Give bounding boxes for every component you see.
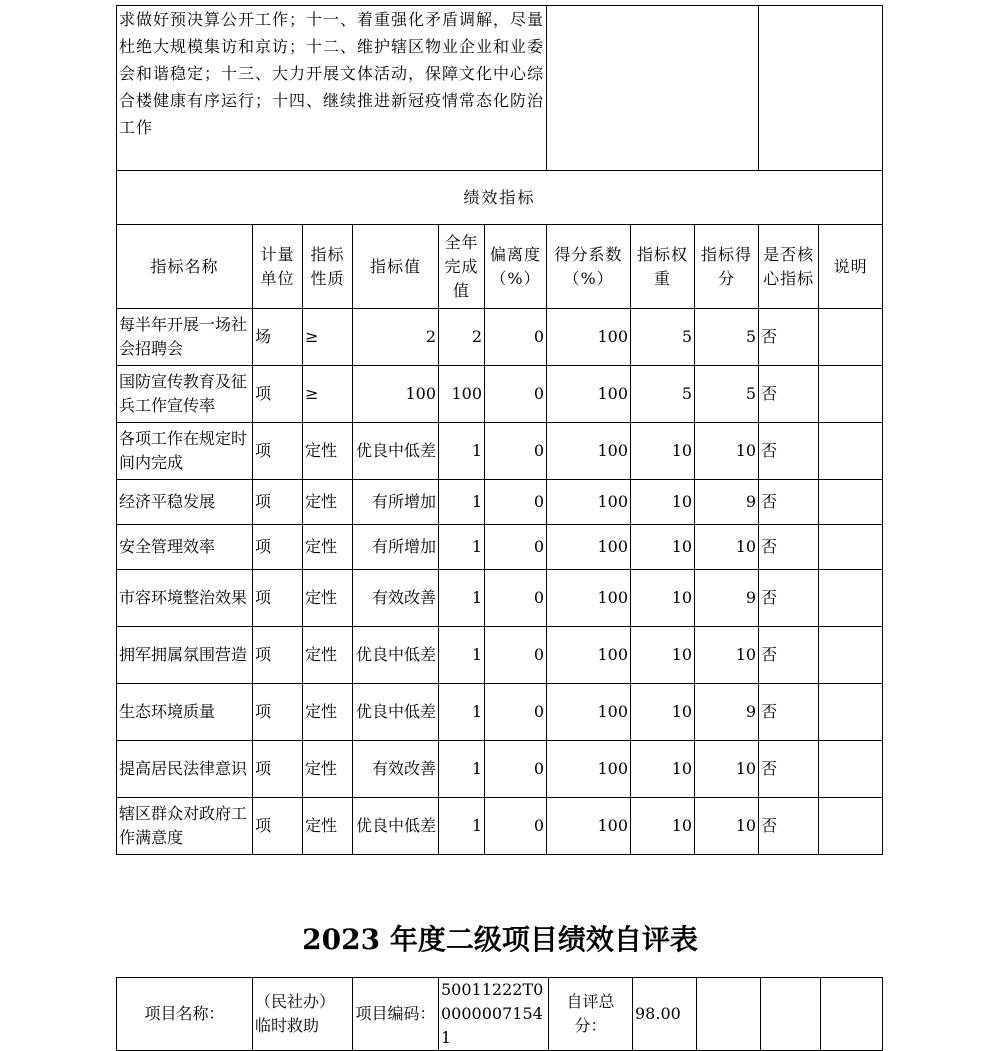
table-row [117, 627, 883, 684]
project-name-label: 项目名称： [117, 978, 253, 1051]
cell-score: 5 [695, 366, 759, 423]
cell-core: 否 [759, 741, 819, 798]
cell-note [819, 366, 883, 423]
cell-coef: 100 [547, 570, 631, 627]
cell-nature: ≥ [303, 309, 353, 366]
cell-coef: 100 [547, 525, 631, 570]
table-row [117, 798, 883, 855]
cell-unit: 项 [253, 627, 303, 684]
intro-row [117, 6, 883, 171]
cell-unit: 项 [253, 525, 303, 570]
cell-coef: 100 [547, 684, 631, 741]
cell-complete: 2 [439, 309, 485, 366]
cell-deviation: 0 [485, 525, 547, 570]
cell-deviation: 0 [485, 570, 547, 627]
cell-core: 否 [759, 627, 819, 684]
cell-complete: 1 [439, 423, 485, 480]
cell-note [819, 741, 883, 798]
cell-score: 10 [695, 798, 759, 855]
cell-score: 10 [695, 627, 759, 684]
cell-note [819, 570, 883, 627]
project-code: 50011222T000000071541 [439, 978, 549, 1051]
table-row [117, 741, 883, 798]
section-title: 绩效指标 [117, 171, 883, 225]
project-code-label: 项目编码： [353, 978, 439, 1051]
cell-value: 有效改善 [353, 741, 439, 798]
table-row [117, 525, 883, 570]
cell-value: 有所增加 [353, 525, 439, 570]
cell-name: 辖区群众对政府工作满意度 [117, 798, 253, 855]
cell-core: 否 [759, 570, 819, 627]
cell-deviation: 0 [485, 627, 547, 684]
cell-score: 10 [695, 423, 759, 480]
table-row [117, 423, 883, 480]
cell-coef: 100 [547, 423, 631, 480]
intro-blank-cell [547, 6, 759, 171]
cell-coef: 100 [547, 627, 631, 684]
header-row [117, 225, 883, 309]
table-row [117, 570, 883, 627]
header-deviation: 偏离度（%） [485, 225, 547, 309]
table-row [117, 684, 883, 741]
cell-coef: 100 [547, 309, 631, 366]
cell-name: 每半年开展一场社会招聘会 [117, 309, 253, 366]
cell-name: 市容环境整治效果 [117, 570, 253, 627]
header-note: 说明 [819, 225, 883, 309]
cell-name: 拥军拥属氛围营造 [117, 627, 253, 684]
cell-deviation: 0 [485, 480, 547, 525]
cell-complete: 1 [439, 684, 485, 741]
cell-weight: 10 [631, 798, 695, 855]
cell-coef: 100 [547, 480, 631, 525]
indicator-rows [117, 309, 883, 855]
cell-weight: 10 [631, 480, 695, 525]
header-core: 是否核心指标 [759, 225, 819, 309]
cell-weight: 10 [631, 570, 695, 627]
cell-score: 10 [695, 741, 759, 798]
table-row [117, 366, 883, 423]
cell-nature: 定性 [303, 423, 353, 480]
cell-complete: 1 [439, 627, 485, 684]
cell-weight: 10 [631, 423, 695, 480]
cell-unit: 项 [253, 366, 303, 423]
cell-core: 否 [759, 480, 819, 525]
cell-nature: 定性 [303, 684, 353, 741]
cell-score: 5 [695, 309, 759, 366]
cell-complete: 1 [439, 570, 485, 627]
cell-nature: 定性 [303, 627, 353, 684]
cell-nature: ≥ [303, 366, 353, 423]
cell-deviation: 0 [485, 423, 547, 480]
header-complete: 全年完成值 [439, 225, 485, 309]
cell-value: 有效改善 [353, 570, 439, 627]
table-row [117, 309, 883, 366]
cell-unit: 项 [253, 480, 303, 525]
cell-core: 否 [759, 798, 819, 855]
cell-score: 9 [695, 480, 759, 525]
cell-deviation: 0 [485, 741, 547, 798]
cell-value: 优良中低差 [353, 684, 439, 741]
cell-deviation: 0 [485, 309, 547, 366]
cell-score: 10 [695, 525, 759, 570]
cell-value: 优良中低差 [353, 627, 439, 684]
header-name: 指标名称 [117, 225, 253, 309]
cell-weight: 5 [631, 366, 695, 423]
cell-weight: 5 [631, 309, 695, 366]
cell-note [819, 798, 883, 855]
cell-name: 国防宣传教育及征兵工作宣传率 [117, 366, 253, 423]
header-value: 指标值 [353, 225, 439, 309]
cell-value: 有所增加 [353, 480, 439, 525]
cell-nature: 定性 [303, 741, 353, 798]
page-title: 2023 年度二级项目绩效自评表 [302, 923, 698, 956]
cell-nature: 定性 [303, 570, 353, 627]
cell-core: 否 [759, 309, 819, 366]
cell-complete: 100 [439, 366, 485, 423]
cell-coef: 100 [547, 366, 631, 423]
performance-table [116, 5, 883, 855]
cell-name: 生态环境质量 [117, 684, 253, 741]
cell-deviation: 0 [485, 684, 547, 741]
cell-name: 经济平稳发展 [117, 480, 253, 525]
cell-value: 100 [353, 366, 439, 423]
cell-nature: 定性 [303, 798, 353, 855]
cell-unit: 项 [253, 798, 303, 855]
cell-complete: 1 [439, 525, 485, 570]
intro-text: 求做好预决算公开工作；十一、着重强化矛盾调解，尽量杜绝大规模集访和京访；十二、维护辖区物业企业和业委会和谐稳定；十三、大力开展文体活动，保障文化中心综合楼健康有序运行；十四、继续推进新冠疫情常态化防治工作 [117, 6, 547, 171]
cell-core: 否 [759, 525, 819, 570]
cell-nature: 定性 [303, 480, 353, 525]
cell-complete: 1 [439, 480, 485, 525]
header-weight: 指标权重 [631, 225, 695, 309]
cell-complete: 1 [439, 798, 485, 855]
cell-name: 安全管理效率 [117, 525, 253, 570]
cell-note [819, 480, 883, 525]
cell-core: 否 [759, 423, 819, 480]
table-row [117, 480, 883, 525]
cell-value: 2 [353, 309, 439, 366]
cell-name: 提高居民法律意识 [117, 741, 253, 798]
cell-unit: 项 [253, 570, 303, 627]
cell-coef: 100 [547, 798, 631, 855]
header-score: 指标得分 [695, 225, 759, 309]
total-score: 98.00 [633, 978, 697, 1051]
cell-unit: 项 [253, 684, 303, 741]
section-row [117, 171, 883, 225]
project-name: （民社办）临时救助 [253, 978, 353, 1051]
cell-note [819, 684, 883, 741]
cell-deviation: 0 [485, 366, 547, 423]
header-nature: 指标性质 [303, 225, 353, 309]
cell-note [819, 423, 883, 480]
header-coef: 得分系数（%） [547, 225, 631, 309]
cell-weight: 10 [631, 627, 695, 684]
cell-core: 否 [759, 366, 819, 423]
cell-coef: 100 [547, 741, 631, 798]
cell-nature: 定性 [303, 525, 353, 570]
cell-deviation: 0 [485, 798, 547, 855]
cell-note [819, 627, 883, 684]
cell-note [819, 525, 883, 570]
total-score-label: 自评总分： [549, 978, 633, 1051]
cell-unit: 项 [253, 741, 303, 798]
cell-unit: 场 [253, 309, 303, 366]
cell-note [819, 309, 883, 366]
cell-value: 优良中低差 [353, 798, 439, 855]
cell-value: 优良中低差 [353, 423, 439, 480]
cell-unit: 项 [253, 423, 303, 480]
header-unit: 计量单位 [253, 225, 303, 309]
cell-score: 9 [695, 684, 759, 741]
cell-weight: 10 [631, 684, 695, 741]
cell-score: 9 [695, 570, 759, 627]
intro-blank-cell [759, 6, 883, 171]
cell-weight: 10 [631, 525, 695, 570]
cell-complete: 1 [439, 741, 485, 798]
cell-name: 各项工作在规定时间内完成 [117, 423, 253, 480]
cell-weight: 10 [631, 741, 695, 798]
cell-core: 否 [759, 684, 819, 741]
